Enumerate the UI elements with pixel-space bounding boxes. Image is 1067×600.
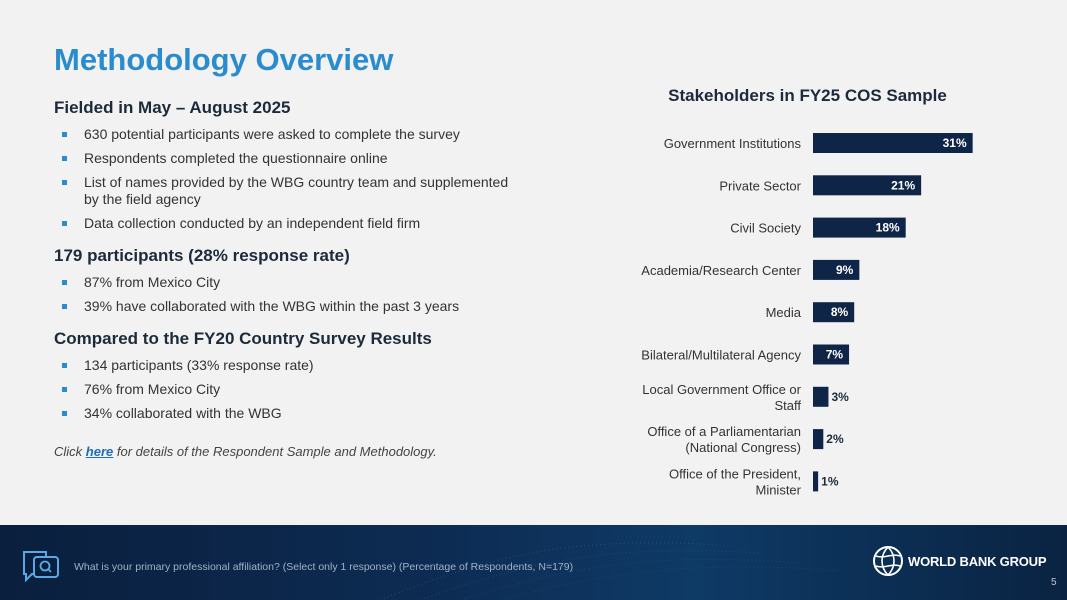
list-item: Respondents completed the questionnaire online xyxy=(54,150,524,167)
chat-question-icon xyxy=(20,549,62,583)
data-label: 21% xyxy=(891,178,916,193)
logo-text: WORLD BANK GROUP xyxy=(908,553,1047,569)
data-label: 9% xyxy=(836,262,854,277)
data-label: 7% xyxy=(825,347,844,362)
page-title: Methodology Overview xyxy=(54,42,394,77)
footer xyxy=(0,525,1067,600)
data-label: 1% xyxy=(821,474,839,489)
section-fielded xyxy=(54,98,524,232)
category-label: Media xyxy=(765,305,801,321)
methodology-note xyxy=(54,444,524,459)
globe-icon xyxy=(872,545,904,577)
bar xyxy=(813,387,828,407)
details-link[interactable]: here xyxy=(85,444,114,459)
stakeholders-bar-chart xyxy=(560,120,1010,505)
world-bank-group-logo xyxy=(872,545,1046,577)
category-label: Office of a Parliamentarian (National Congress) xyxy=(647,424,801,456)
list-item: 76% from Mexico City xyxy=(54,381,524,398)
bullet-list xyxy=(54,274,524,315)
list-item: 39% have collaborated with the WBG within the past 3 years xyxy=(54,298,524,315)
data-label: 3% xyxy=(831,389,849,404)
list-item: 34% collaborated with the WBG xyxy=(54,405,524,422)
section-participants xyxy=(54,246,524,315)
section-heading: Fielded in May – August 2025 xyxy=(54,98,291,117)
page-number: 5 xyxy=(1051,577,1057,588)
list-item: Data collection conducted by an independent field firm xyxy=(54,215,524,232)
bar xyxy=(813,471,818,491)
list-item: 87% from Mexico City xyxy=(54,274,524,291)
data-label: 31% xyxy=(942,136,967,150)
category-label: Government Institutions xyxy=(663,136,801,151)
list-item: List of names provided by the WBG country team and supplemented by the field agency xyxy=(54,174,524,208)
data-label: 8% xyxy=(830,305,849,320)
note-suffix: for details of the Respondent Sample and Methodology. xyxy=(113,444,437,459)
category-label: Bilateral/Multilateral Agency xyxy=(641,347,801,363)
section-heading: Compared to the FY20 Country Survey Results xyxy=(54,329,432,348)
section-heading: 179 participants (28% response rate) xyxy=(54,246,350,265)
bullet-list xyxy=(54,126,524,232)
category-label: Academia/Research Center xyxy=(641,262,801,278)
data-label: 2% xyxy=(826,432,844,447)
bullet-list xyxy=(54,357,524,422)
list-item: 630 potential participants were asked to complete the survey xyxy=(54,126,524,143)
category-label: Civil Society xyxy=(730,220,801,236)
list-item: 134 participants (33% response rate) xyxy=(54,357,524,374)
data-label: 18% xyxy=(875,220,900,235)
section-fy20-comparison xyxy=(54,329,524,422)
category-label: Private Sector xyxy=(719,178,801,194)
category-label: Local Government Office or Staff xyxy=(642,381,801,413)
bar xyxy=(813,429,823,449)
methodology-text xyxy=(54,98,524,459)
survey-question: What is your primary professional affiliation? (Select only 1 response) (Percentage of Respondents, N=179) xyxy=(74,561,574,573)
category-label: Office of the President, Minister xyxy=(669,466,801,498)
chart-title: Stakeholders in FY25 COS Sample xyxy=(668,86,947,105)
note-prefix: Click xyxy=(54,444,86,459)
